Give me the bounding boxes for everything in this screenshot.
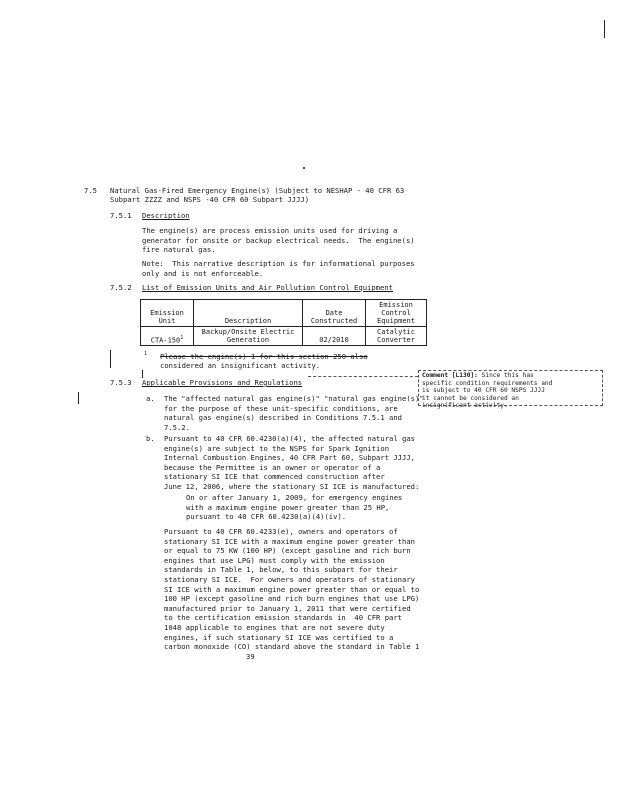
header-control-equipment: Emission Control Equipment	[366, 300, 427, 327]
provision-b-label: b.	[146, 434, 155, 443]
provision-b-text: Pursuant to 40 CFR 60.4230(a)(4), the affected natural gas engine(s) are subject to the NSPS for Spark Ignition Internal Combustion Engines, 40 CFR Part 60, Subpart JJJJ, because the Permittee is an owner or operator of a stationary SI ICE that commenced construction after June 12, 2006, where the stationary SI ICE is manufactured:	[164, 434, 420, 491]
change-bar-footnote	[110, 350, 111, 368]
footnote-mark: 1	[144, 351, 148, 357]
description-note: Note: This narrative description is for informational purposes only and is not enforceable.	[142, 259, 415, 278]
emission-units-table	[140, 299, 427, 346]
change-bar-a	[78, 392, 79, 404]
comment-connector	[308, 376, 418, 377]
comment-label: Comment [L130]:	[422, 372, 478, 379]
subsection-752-title: List of Emission Units and Air Pollution Control Equipment	[142, 283, 393, 292]
provision-b-quote: On or after January 1, 2009, for emergency engines with a maximum engine power greater than 25 HP, pursuant to 40 CFR 60.4230(a)(4)(iv).	[186, 493, 403, 522]
cell-control: Catalytic Converter	[366, 327, 427, 346]
margin-bar-top-right	[604, 20, 605, 38]
section-title-line1: Natural Gas-Fired Emergency Engine(s) (Subject to NESHAP - 40 CFR 63	[110, 186, 405, 195]
table-header-row	[141, 300, 427, 327]
description-paragraph: The engine(s) are process emission units used for driving a generator for onsite or backup electrical needs. The engine(s) fire natural gas.	[142, 226, 415, 255]
section-title-line2: Subpart ZZZZ and NSPS -40 CFR 60 Subpart JJJJ)	[110, 195, 310, 204]
speck	[303, 167, 305, 169]
section-number: 7.5	[84, 186, 97, 195]
header-description: Description	[194, 300, 303, 327]
cell-date: 02/2010	[303, 327, 366, 346]
provision-b-text2: Pursuant to 40 CFR 60.4233(e), owners and operators of stationary SI ICE with a maximum engine power greater than or equal to 75 KW (100 HP) (except gasoline and rich burn engines that use LPG) must comply with the emission standards in Table 1, below, to this subpart for their stationary SI ICE. For owners and operators of stationary SI ICE with a maximum engine power greater than or equal to 100 HP (except gasoline and rich burn engines that use LPG) manufactured prior to January 1, 2011 that were certified to the certification emission standards in 40 CFR part 1048 applicable to engines that are not severe duty engines, if such stationary SI ICE was certified to a carbon monoxide (CO) standard above the standard in Table 1	[164, 527, 420, 652]
comment-text: Since this has specific condition requirements and is subject to 40 CFR 60 NSPS JJJJ it cannot be considered an insignificant activity.	[422, 372, 553, 410]
provision-a-text: The "affected natural gas engine(s)" "natural gas engine(s)" for the purpose of these unit-specific conditions, are natural gas engine(s) described in Conditions 7.5.1 and 7.5.2.	[164, 394, 424, 432]
provision-a-label: a.	[146, 394, 155, 403]
footnote-line1: Please the engine(s) 1 for this section 250 also	[160, 352, 368, 361]
change-bar-753	[142, 370, 143, 378]
cell-description: Backup/Onsite Electric Generation	[194, 327, 303, 346]
cell-unit: CTA-$150^1$	[141, 327, 194, 346]
table-row	[141, 327, 427, 346]
page-number: 39	[246, 652, 255, 661]
review-comment[interactable]	[418, 370, 603, 410]
subsection-752-number: 7.5.2	[110, 283, 132, 292]
header-date-constructed: Date Constructed	[303, 300, 366, 327]
header-emission-unit: Emission Unit	[141, 300, 194, 327]
subsection-751-title: Description	[142, 211, 190, 220]
subsection-753-title: Applicable Provisions and Regulations	[142, 378, 303, 387]
footnote-line2: considered an insignificant activity.	[160, 361, 321, 370]
subsection-753-number: 7.5.3	[110, 378, 132, 387]
subsection-751-number: 7.5.1	[110, 211, 132, 220]
